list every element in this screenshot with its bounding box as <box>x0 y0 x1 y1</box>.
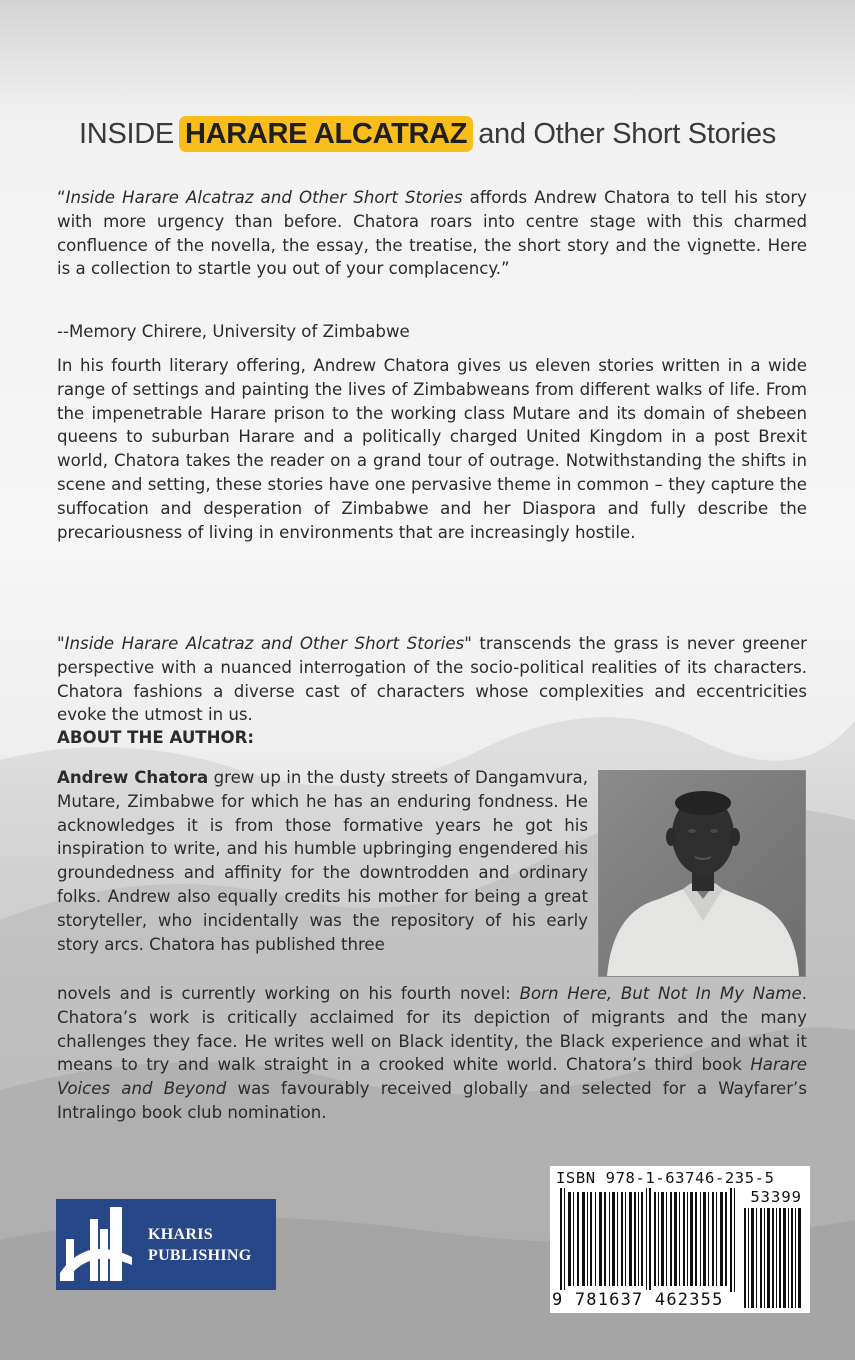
isbn-number: ISBN 978-1-63746-235-5 <box>556 1169 775 1187</box>
quote-book-title: Inside Harare Alcatraz and Other Short Stories <box>65 188 463 207</box>
publisher-name-line2: PUBLISHING <box>148 1246 252 1264</box>
author-bio-top <box>57 766 588 956</box>
title-highlight: HARARE ALCATRAZ <box>179 116 473 152</box>
author-bio-bottom <box>57 982 807 1125</box>
bio-b3: was favourably received globally and selected for a Wayfarer’s Intralingo book club nomination. <box>57 1079 807 1122</box>
publisher-logo <box>56 1199 276 1290</box>
isbn-barcode <box>550 1166 810 1313</box>
publisher-mark-icon <box>56 1199 142 1290</box>
blurb-quote: “Inside Harare Alcatraz and Other Short Stories affords Andrew Chatora to tell his story with more urgency than before. Chatora roars into centre stage with this charmed confluence of the novella, the essay, the treatise, the short story and the vignette. Here is a collection to startle you out of your complacency.” <box>57 188 808 279</box>
quote-text: affords Andrew Chatora to tell his story with more urgency than before. Chatora roars into centre stage with this charmed confluence of the novella, the essay, the treatise, the short story and the vignette. Here is a collection to startle you out of your complacency.” <box>57 188 808 279</box>
book-title <box>0 116 855 152</box>
author-name: Andrew Chatora <box>57 768 209 787</box>
barcode-addon: 53399 <box>750 1188 802 1206</box>
quote-attribution: --Memory Chirere, University of Zimbabwe <box>57 322 410 341</box>
bio-b2: . Chatora’s work is critically acclaimed for its depiction of migrants and the many challenges they face. He writes well on Black identity, the Black experience and what it means to try and walk straight in a crooked white world. Chatora’s third book <box>57 984 807 1075</box>
title-suffix: and Other Short Stories <box>478 118 776 150</box>
author-photo <box>598 770 806 977</box>
publisher-name-line1: KHARIS <box>148 1225 213 1243</box>
novel-title: Born Here, But Not In My Name <box>519 984 802 1003</box>
blurb-paragraph: In his fourth literary offering, Andrew Chatora gives us eleven stories written in a wide range of settings and painting the lives of Zimbabweans from different walks of life. From the impenetrable Harare prison to the working class Mutare and its domain of shebeen queens to suburban Harare and a politically charged United Kingdom in a post Brexit world, Chatora takes the reader on a grand tour of outrage. Notwithstanding the shifts in scene and setting, these stories have one pervasive theme in common – they capture the suffocation and desperation of Zimbabwe and her Diaspora and fully describe the precariousness of living in environments that are increasingly hostile. <box>57 356 807 542</box>
bio-b1: novels and is currently working on his fourth novel: <box>57 984 520 1003</box>
p3-text: " transcends the grass is never greener perspective with a nuanced interrogation of the socio-political realities of its characters. Chatora fashions a diverse cast of characters whose complexities and eccentricities evoke the utmost in us. <box>57 634 807 725</box>
book-title-italic: Harare Voices and Beyond <box>57 1055 807 1099</box>
blurb-paragraph-2: "Inside Harare Alcatraz and Other Short Stories" transcends the grass is never greener perspective with a nuanced interrogation of the socio-political realities of its characters. Chatora fashions a diverse cast of characters whose complexities and eccentricities evoke the utmost in us. <box>57 634 807 725</box>
title-prefix: INSIDE <box>79 118 174 150</box>
about-heading: ABOUT THE AUTHOR: <box>57 728 255 747</box>
p3-book-title: Inside Harare Alcatraz and Other Short Stories <box>64 634 465 653</box>
barcode-number: 9 781637 462355 <box>552 1290 724 1310</box>
bio-top-text: grew up in the dusty streets of Dangamvura, Mutare, Zimbabwe for which he has an enduring fondness. He acknowledges it is from those formative years he got his inspiration to write, and his humble upbringing engendered his groundedness and affinity for the downtrodden and ordinary folks. Andrew also equally credits his mother for being a great storyteller, who incidentally was the repository of his early story arcs. Chatora has published three <box>57 768 588 954</box>
